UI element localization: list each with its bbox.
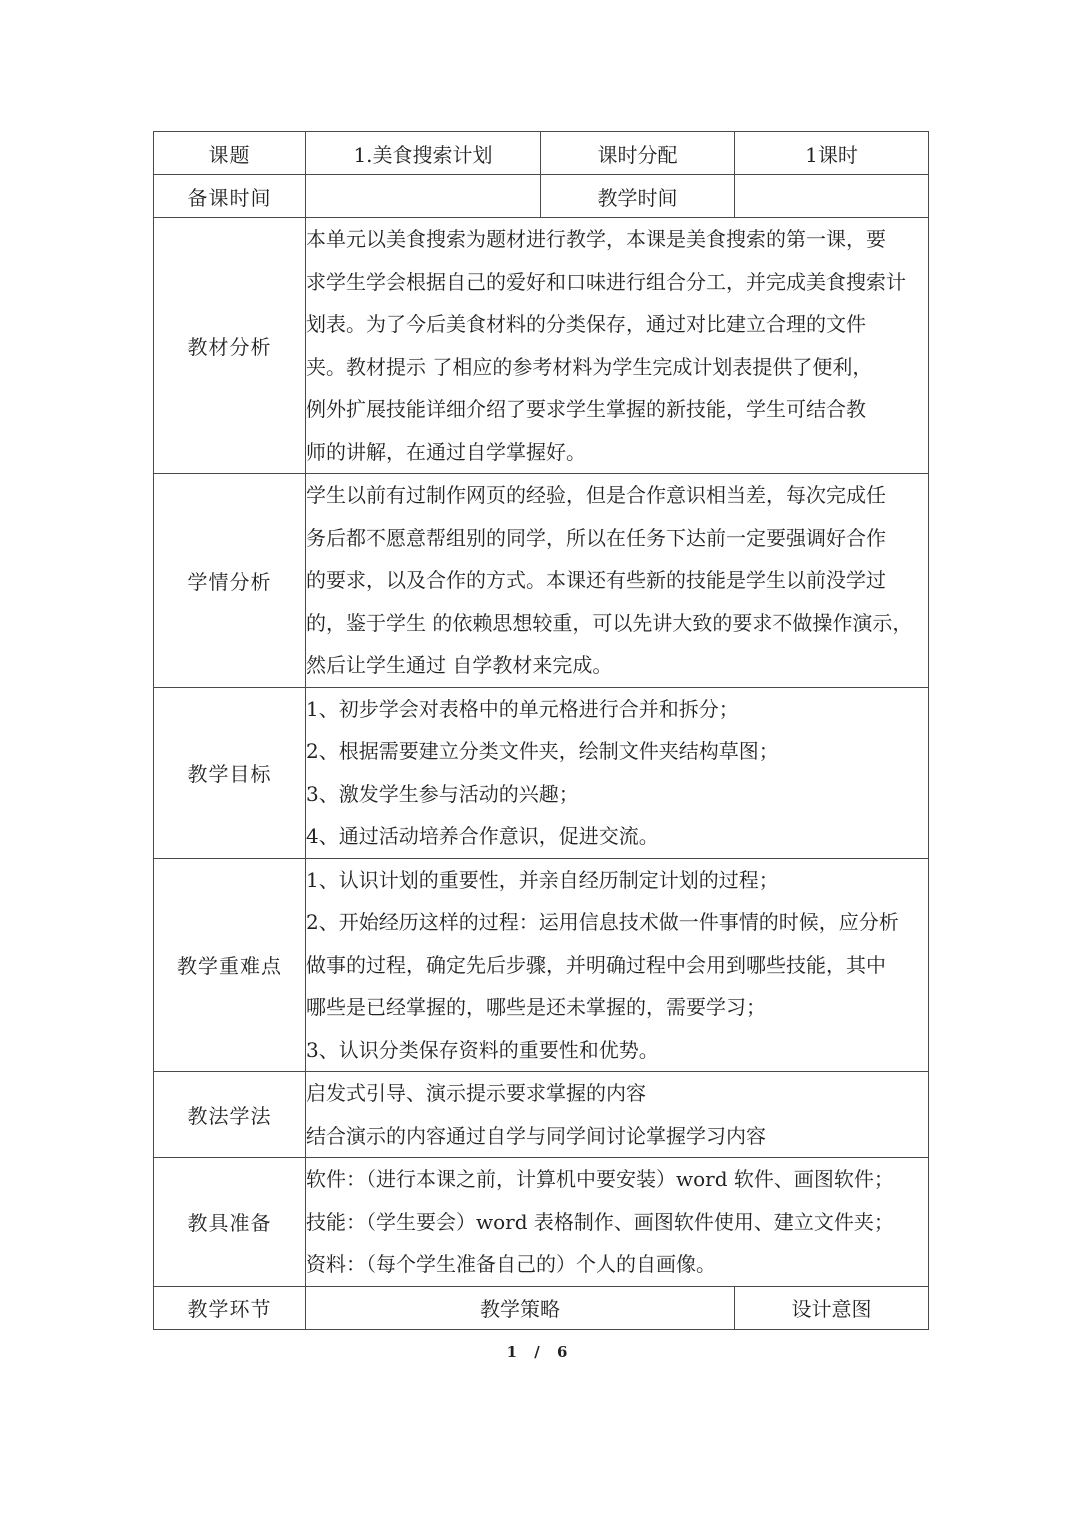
- section-row-student-analysis: [154, 474, 929, 688]
- content-line: 例外扩展技能详细介绍了要求学生掌握的新技能，学生可结合教: [306, 397, 866, 421]
- topic-value: 1.美食搜索计划: [306, 132, 541, 175]
- content-line: 做事的过程，确定先后步骤，并明确过程中会用到哪些技能，其中: [306, 952, 886, 977]
- header-row-time: [154, 175, 929, 218]
- content-line: 结合演示的内容通过自学与同学间讨论掌握学习内容: [306, 1123, 766, 1148]
- content-line: 师的讲解，在通过自学掌握好。: [306, 439, 586, 464]
- intent-label: 设计意图: [735, 1286, 929, 1329]
- content-line: 求学生学会根据自己的爱好和口味进行组合分工，并完成美食搜索计: [306, 269, 906, 294]
- content-line: 务后都不愿意帮组别的同学，所以在任务下达前一定要强调好合作: [306, 525, 886, 550]
- content-line: 本单元以美食搜索为题材进行教学，本课是美食搜索的第一课，要: [306, 227, 886, 251]
- content-line: 软件：（进行本课之前，计算机中要安装）word 软件、画图软件；: [306, 1167, 894, 1191]
- lesson-plan-table: [153, 131, 929, 1330]
- prep-time-label: 备课时间: [154, 175, 306, 218]
- content-line: 技能：（学生要会）word 表格制作、画图软件使用、建立文件夹；: [306, 1209, 894, 1234]
- footer-row: [154, 1286, 929, 1329]
- prep-time-value: [306, 175, 541, 218]
- section-label: 教材分析: [154, 218, 306, 474]
- content-line: 2、根据需要建立分类文件夹，绘制文件夹结构草图；: [306, 739, 779, 763]
- lesson-plan-table-container: [153, 131, 928, 1329]
- content-line: 1、初步学会对表格中的单元格进行合并和拆分；: [306, 696, 739, 721]
- section-label: 教学目标: [154, 687, 306, 858]
- section-row-methods: [154, 1072, 929, 1158]
- section-row-teaching-goals: [154, 687, 929, 858]
- section-label: 教学重难点: [154, 858, 306, 1072]
- content-line: 启发式引导、演示提示要求掌握的内容: [306, 1081, 646, 1105]
- content-line: 划表。为了今后美食材料的分类保存，通过对比建立合理的文件: [306, 312, 866, 336]
- teach-time-value: [735, 175, 929, 218]
- content-line: 资料：（每个学生准备自己的）个人的自画像。: [306, 1252, 716, 1276]
- content-line: 哪些是已经掌握的，哪些是还未掌握的，需要学习；: [306, 995, 766, 1019]
- content-line: 学生以前有过制作网页的经验，但是合作意识相当差，每次完成任: [306, 483, 886, 507]
- content-line: 夹。教材提示 了相应的参考材料为学生完成计划表提供了便利，: [306, 354, 873, 379]
- section-content: [306, 687, 929, 858]
- content-line: 的，鉴于学生 的依赖思想较重，可以先讲大致的要求不做操作演示，: [306, 610, 913, 635]
- content-line: 4、通过活动培养合作意识，促进交流。: [306, 824, 659, 848]
- header-row-topic: [154, 132, 929, 175]
- teach-time-label: 教学时间: [541, 175, 735, 218]
- stage-label: 教学环节: [154, 1286, 306, 1329]
- strategy-label: 教学策略: [306, 1286, 735, 1329]
- content-line: 1、认识计划的重要性，并亲自经历制定计划的过程；: [306, 867, 779, 892]
- content-line: 的要求，以及合作的方式。本课还有些新的技能是学生以前没学过: [306, 568, 886, 592]
- section-content: [306, 1158, 929, 1287]
- hours-label: 课时分配: [541, 132, 735, 175]
- content-line: 2、开始经历这样的过程：运用信息技术做一件事情的时候，应分析: [306, 910, 899, 934]
- section-row-materials: [154, 1158, 929, 1287]
- page-number: 1 / 6: [506, 1343, 574, 1361]
- content-line: 3、激发学生参与活动的兴趣；: [306, 781, 579, 806]
- section-row-key-difficulties: [154, 858, 929, 1072]
- section-label: 教法学法: [154, 1072, 306, 1158]
- section-content: [306, 1072, 929, 1158]
- section-label: 学情分析: [154, 474, 306, 688]
- section-content: [306, 858, 929, 1072]
- section-row-textbook-analysis: [154, 218, 929, 474]
- section-content: [306, 218, 929, 474]
- content-line: 3、认识分类保存资料的重要性和优势。: [306, 1037, 659, 1062]
- section-content: [306, 474, 929, 688]
- hours-value: 1课时: [735, 132, 929, 175]
- content-line: 然后让学生通过 自学教材来完成。: [306, 653, 613, 677]
- topic-label: 课题: [154, 132, 306, 175]
- section-label: 教具准备: [154, 1158, 306, 1287]
